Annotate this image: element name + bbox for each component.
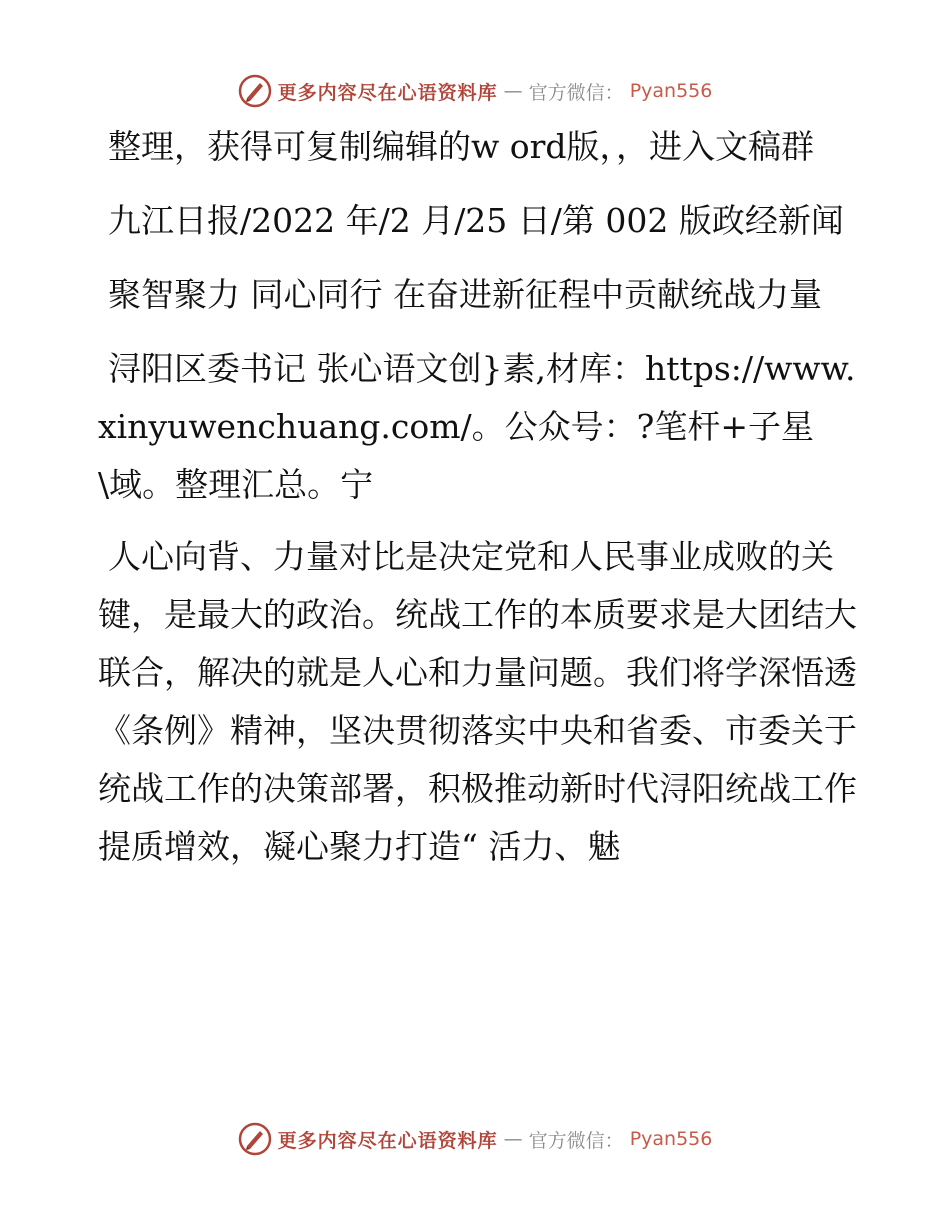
watermark-dash: — <box>503 80 523 102</box>
watermark-title: 更多内容尽在心语资料库 <box>277 81 498 104</box>
paragraph-intro: 整理，获得可复制编辑的w ord版，，进入文稿群 <box>108 127 815 166</box>
watermark-footer <box>0 1122 950 1156</box>
watermark-dash: — <box>503 1128 523 1150</box>
watermark-label: 官方微信： <box>528 1129 624 1152</box>
paragraph-body: 人心向背、力量对比是决定党和人民事业成败的关键，是最大的政治。统战工作的本质要求是大团结大联合，解决的就是人心和力量问题。我们将学深悟透《条例》精神，坚决贯彻落实中央和省委、市委关于统战工作的决策部署，积极推动新时代浔阳统战工作提质增效，凝心聚力打造“ 活力、魅 <box>98 537 857 866</box>
paragraph-source: 九江日报/2022 年/2 月/25 日/第 002 版政经新闻 <box>108 201 844 240</box>
paragraph-headline: 聚智聚力 同心同行 在奋进新征程中贡献统战力量 <box>108 275 822 314</box>
watermark-label: 官方微信： <box>528 81 624 104</box>
pen-logo-icon <box>238 74 272 108</box>
pen-logo-icon <box>238 1122 272 1156</box>
watermark-header <box>0 74 950 108</box>
watermark-wechat-id: Pyan556 <box>629 1128 713 1150</box>
watermark-wechat-id: Pyan556 <box>629 80 713 102</box>
paragraph-author: 浔阳区委书记 张心语文创}素,材库：https://www.xinyuwenchuang.com/。公众号：?笔杆+子星\域。整理汇总。宁 <box>98 349 856 504</box>
document-body <box>98 118 858 892</box>
watermark-title: 更多内容尽在心语资料库 <box>277 1129 498 1152</box>
